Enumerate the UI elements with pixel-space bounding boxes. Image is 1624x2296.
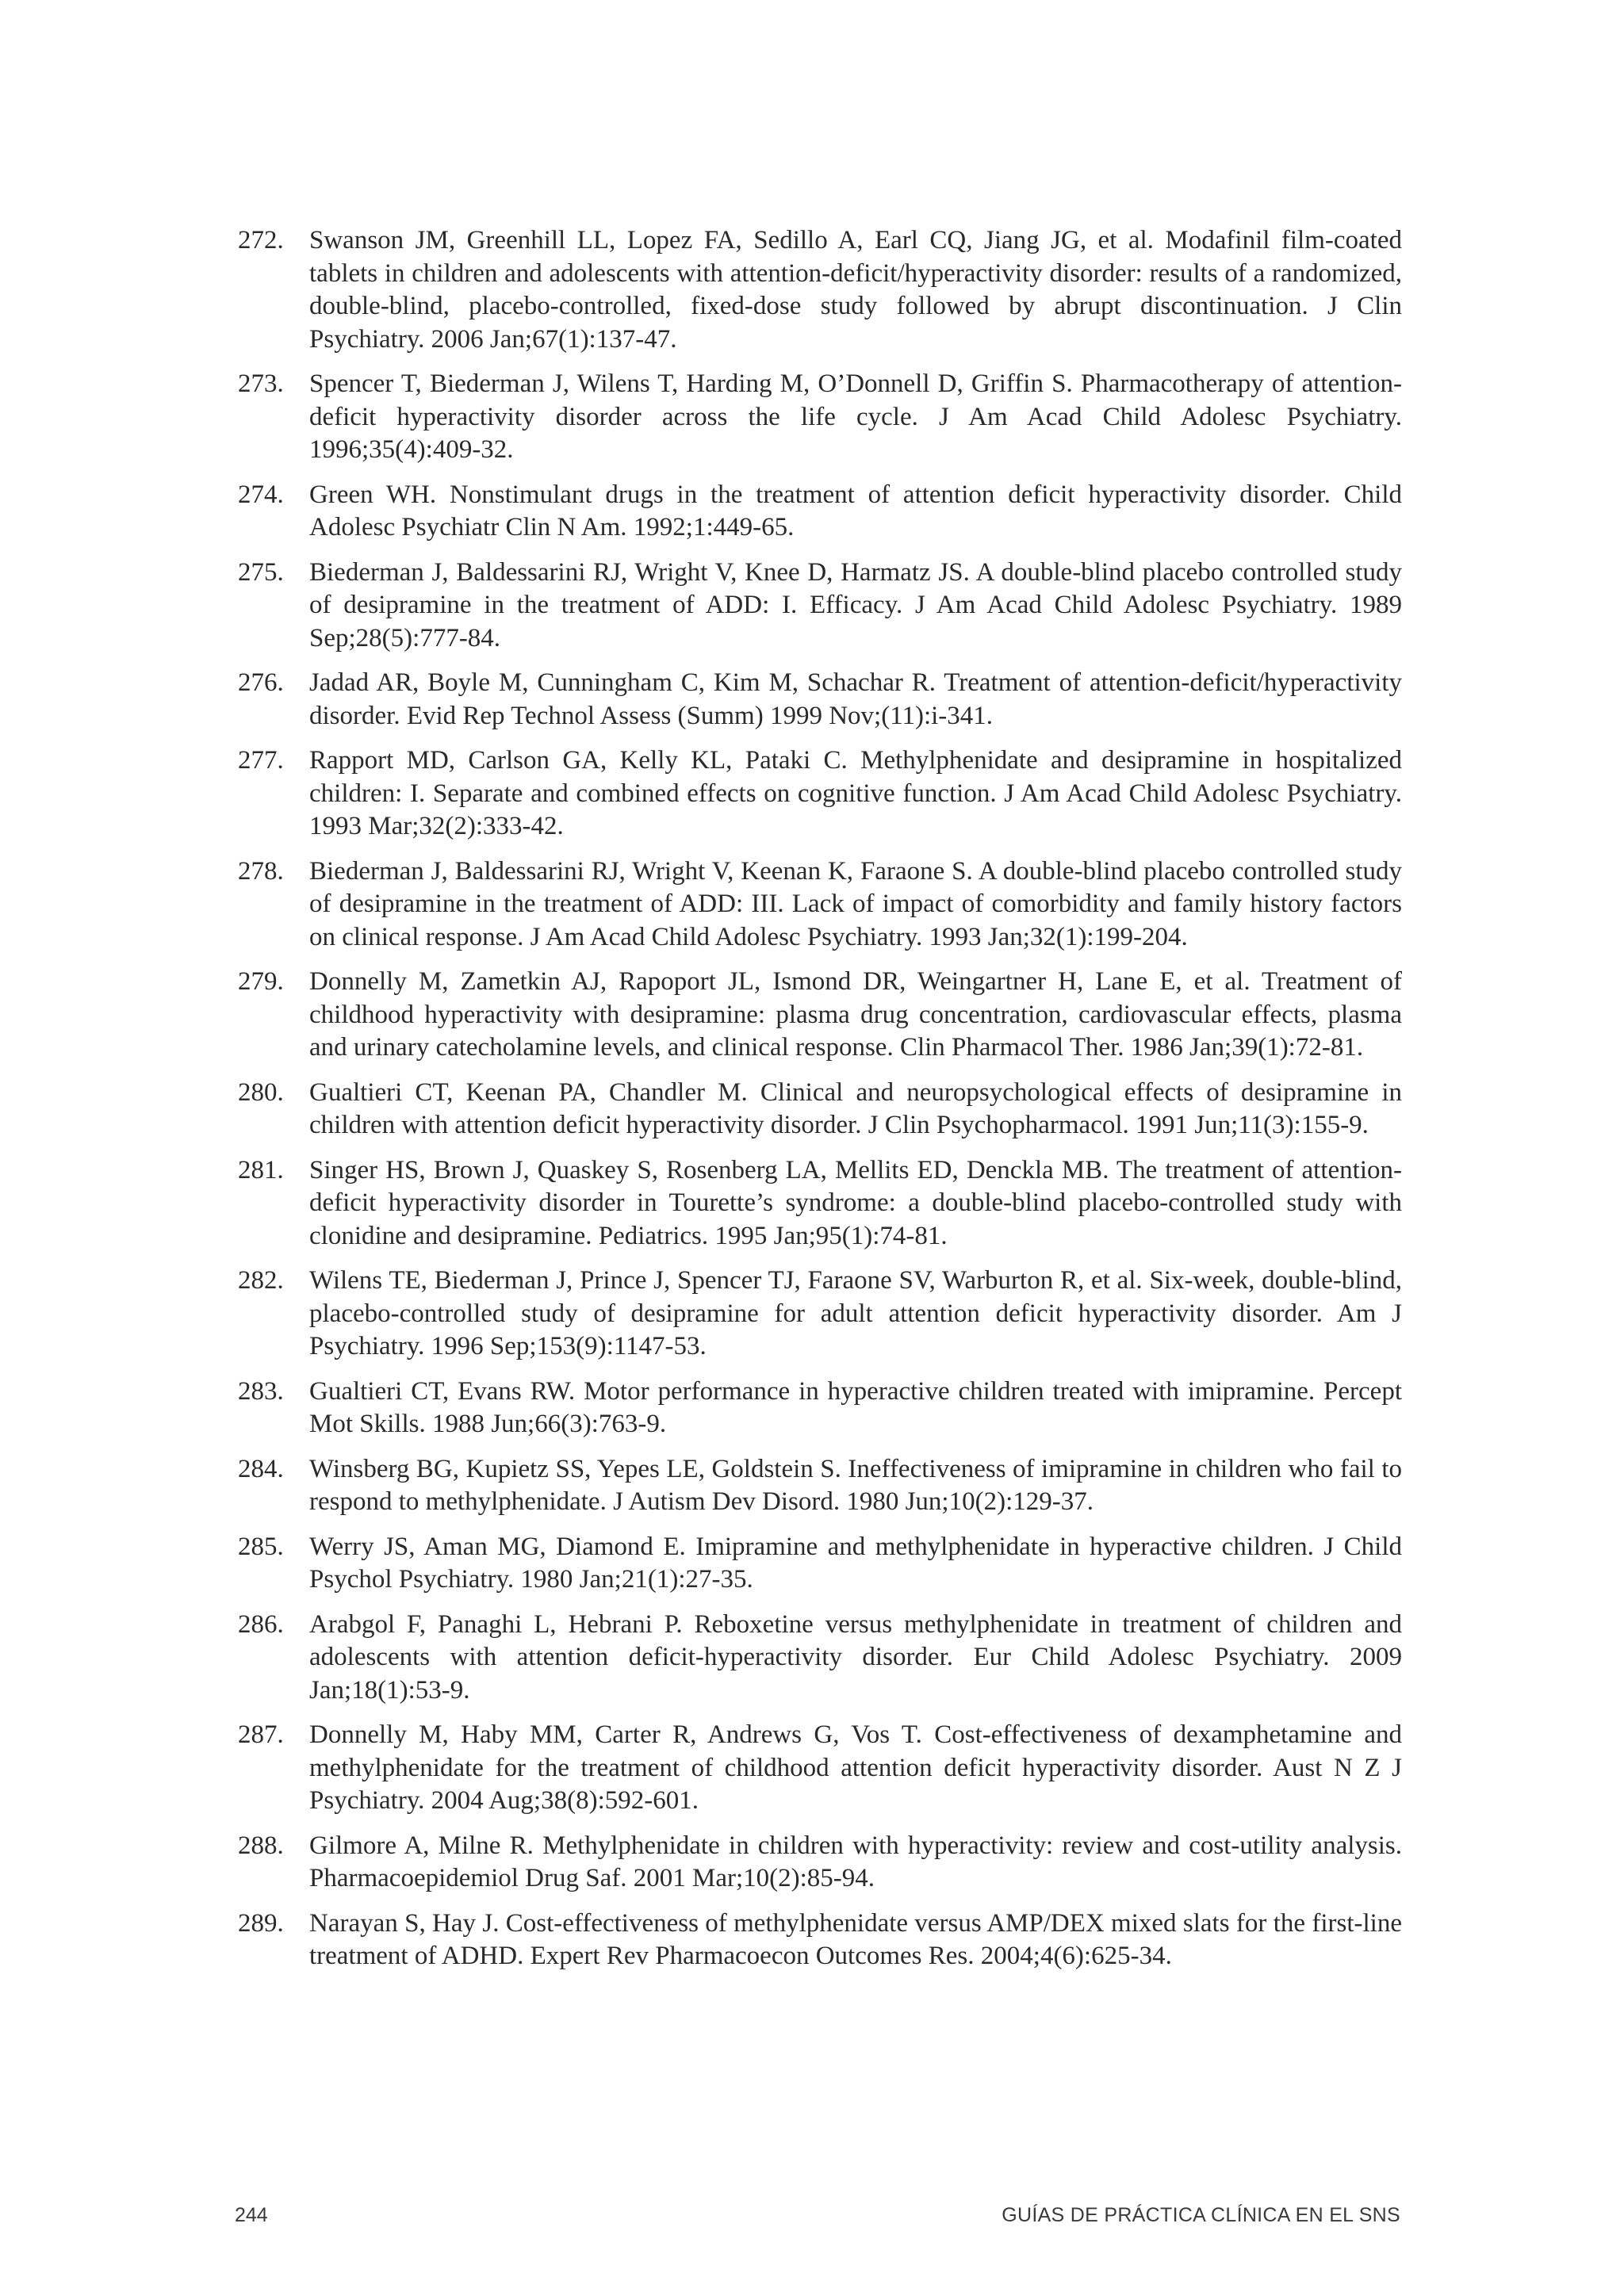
reference-item bbox=[238, 855, 1402, 955]
reference-item bbox=[238, 1077, 1402, 1142]
reference-text: Werry JS, Aman MG, Diamond E. Imipramine and methylphenidate in hyperactive children. J Child Psychol Psychiatry. 1980 Jan;21(1):27-35. bbox=[309, 1532, 1402, 1594]
reference-number: 283. bbox=[238, 1376, 284, 1406]
reference-item bbox=[238, 557, 1402, 656]
reference-list bbox=[238, 224, 1402, 1985]
reference-item bbox=[238, 1154, 1402, 1253]
reference-number: 280. bbox=[238, 1077, 284, 1107]
reference-text: Green WH. Nonstimulant drugs in the treatment of attention deficit hyperactivity disorder. Child Adolesc Psychiatr Clin N Am. 1992;1:449-65. bbox=[309, 480, 1402, 541]
reference-number: 281. bbox=[238, 1155, 284, 1184]
reference-item bbox=[238, 368, 1402, 467]
reference-item bbox=[238, 667, 1402, 733]
reference-item bbox=[238, 1830, 1402, 1896]
reference-text: Rapport MD, Carlson GA, Kelly KL, Pataki C. Methylphenidate and desipramine in hospitalized children: I. Separate and combined effects on cognitive function. J Am Acad Child Adolesc Psychiatry. 1993 Mar;32(2):333-42. bbox=[309, 746, 1402, 840]
reference-item bbox=[238, 224, 1402, 356]
reference-number: 288. bbox=[238, 1831, 284, 1860]
reference-item bbox=[238, 1719, 1402, 1818]
reference-number: 274. bbox=[238, 480, 284, 509]
reference-item bbox=[238, 1531, 1402, 1597]
publication-title: GUÍAS DE PRÁCTICA CLÍNICA EN EL SNS bbox=[1002, 2204, 1400, 2226]
reference-text: Biederman J, Baldessarini RJ, Wright V, Keenan K, Faraone S. A double-blind placebo controlled study of desipramine in the treatment of ADD: III. Lack of impact of comorbidity and family history factors on clinical response. J Am Acad Child Adolesc Psychiatry. 1993 Jan;32(1):199-204. bbox=[309, 856, 1402, 951]
reference-number: 286. bbox=[238, 1609, 284, 1639]
reference-text: Arabgol F, Panaghi L, Hebrani P. Reboxetine versus methylphenidate in treatment of children and adolescents with attention deficit-hyperactivity disorder. Eur Child Adolesc Psychiatry. 2009 Jan;18(1):53-9. bbox=[309, 1609, 1402, 1705]
reference-text: Wilens TE, Biederman J, Prince J, Spencer TJ, Faraone SV, Warburton R, et al. Six-week, double-blind, placebo-controlled study of desipramine for adult attention deficit hyperactivity disorder. Am J Psychiatry. 1996 Sep;153(9):1147-53. bbox=[309, 1266, 1402, 1360]
reference-item bbox=[238, 1908, 1402, 1973]
reference-number: 277. bbox=[238, 746, 284, 775]
reference-item bbox=[238, 1453, 1402, 1519]
reference-text: Jadad AR, Boyle M, Cunningham C, Kim M, Schachar R. Treatment of attention-deficit/hyperactivity disorder. Evid Rep Technol Assess (Summ) 1999 Nov;(11):i-341. bbox=[309, 668, 1402, 730]
reference-number: 282. bbox=[238, 1266, 284, 1295]
reference-item bbox=[238, 966, 1402, 1065]
reference-text: Spencer T, Biederman J, Wilens T, Harding M, O’Donnell D, Griffin S. Pharmacotherapy of attention-deficit hyperactivity disorder across the life cycle. J Am Acad Child Adolesc Psychiatry. 1996;35(4):409-32. bbox=[309, 369, 1402, 464]
reference-item bbox=[238, 1265, 1402, 1364]
reference-item bbox=[238, 1376, 1402, 1441]
reference-text: Gualtieri CT, Evans RW. Motor performance in hyperactive children treated with imipramine. Percept Mot Skills. 1988 Jun;66(3):763-9. bbox=[309, 1376, 1402, 1438]
reference-text: Biederman J, Baldessarini RJ, Wright V, Knee D, Harmatz JS. A double-blind placebo controlled study of desipramine in the treatment of ADD: I. Efficacy. J Am Acad Child Adolesc Psychiatry. 1989 Sep;28(5):777-84. bbox=[309, 557, 1402, 652]
reference-item bbox=[238, 744, 1402, 844]
reference-number: 273. bbox=[238, 369, 284, 398]
reference-text: Singer HS, Brown J, Quaskey S, Rosenberg LA, Mellits ED, Denckla MB. The treatment of attention-deficit hyperactivity disorder in Tourette’s syndrome: a double-blind placebo-controlled study with clonidine and desipramine. Pediatrics. 1995 Jan;95(1):74-81. bbox=[309, 1155, 1402, 1250]
reference-number: 285. bbox=[238, 1532, 284, 1561]
reference-text: Gilmore A, Milne R. Methylphenidate in children with hyperactivity: review and cost-utility analysis. Pharmacoepidemiol Drug Saf. 2001 Mar;10(2):85-94. bbox=[309, 1831, 1402, 1892]
reference-number: 289. bbox=[238, 1908, 284, 1938]
page-number: 244 bbox=[235, 2204, 268, 2226]
reference-number: 275. bbox=[238, 557, 284, 587]
reference-text: Winsberg BG, Kupietz SS, Yepes LE, Goldstein S. Ineffectiveness of imipramine in children who fail to respond to methylphenidate. J Autism Dev Disord. 1980 Jun;10(2):129-37. bbox=[309, 1454, 1402, 1516]
reference-text: Narayan S, Hay J. Cost-effectiveness of methylphenidate versus AMP/DEX mixed slats for the first-line treatment of ADHD. Expert Rev Pharmacoecon Outcomes Res. 2004;4(6):625-34. bbox=[309, 1908, 1402, 1970]
reference-item bbox=[238, 1609, 1402, 1708]
reference-text: Donnelly M, Zametkin AJ, Rapoport JL, Ismond DR, Weingartner H, Lane E, et al. Treatment of childhood hyperactivity with desipramine: plasma drug concentration, cardiovascular effects, plasma and urinary catecholamine levels, and clinical response. Clin Pharmacol Ther. 1986 Jan;39(1):72-81. bbox=[309, 967, 1402, 1062]
reference-number: 278. bbox=[238, 856, 284, 886]
reference-number: 276. bbox=[238, 668, 284, 697]
reference-text: Donnelly M, Haby MM, Carter R, Andrews G, Vos T. Cost-effectiveness of dexamphetamine and methylphenidate for the treatment of childhood attention deficit hyperactivity disorder. Aust N Z J Psychiatry. 2004 Aug;38(8):592-601. bbox=[309, 1720, 1402, 1815]
reference-number: 287. bbox=[238, 1720, 284, 1749]
reference-number: 279. bbox=[238, 967, 284, 996]
reference-item bbox=[238, 479, 1402, 545]
reference-text: Gualtieri CT, Keenan PA, Chandler M. Clinical and neuropsychological effects of desipramine in children with attention deficit hyperactivity disorder. J Clin Psychopharmacol. 1991 Jun;11(3):155-9. bbox=[309, 1077, 1402, 1139]
reference-number: 284. bbox=[238, 1454, 284, 1483]
reference-text: Swanson JM, Greenhill LL, Lopez FA, Sedillo A, Earl CQ, Jiang JG, et al. Modafinil film-coated tablets in children and adolescents with attention-deficit/hyperactivity disorder: results of a randomized, double-blind, placebo-controlled, fixed-dose study followed by abrupt discontinuation. J Clin Psychiatry. 2006 Jan;67(1):137-47. bbox=[309, 226, 1402, 354]
reference-number: 272. bbox=[238, 226, 284, 254]
